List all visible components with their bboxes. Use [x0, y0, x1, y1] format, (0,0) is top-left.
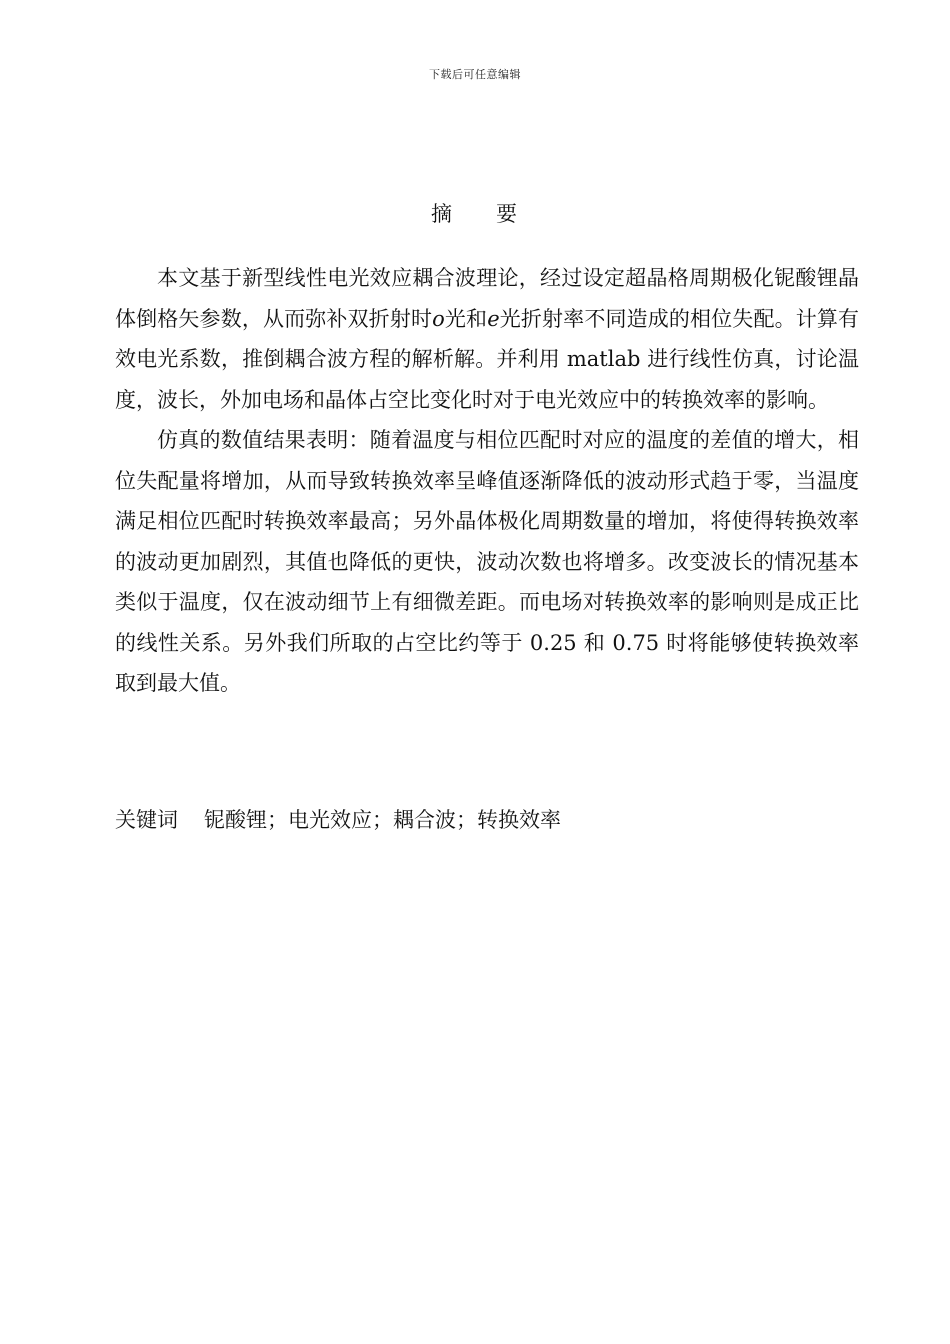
- keywords-label: 关键词: [115, 808, 178, 832]
- abstract-paragraph-1: [115, 258, 859, 420]
- page-title: [0, 198, 950, 228]
- abstract-p1-part-b: 光和: [444, 306, 488, 331]
- abstract-body: [115, 258, 859, 704]
- o-light-symbol: o: [432, 306, 445, 331]
- abstract-p1-part-a: 本文基于新型线性电光效应耦合波理论，经过设定超晶格周期极化铌酸锂晶体倒格矢参数，从而弥补双折射时: [115, 266, 859, 331]
- keywords-text: 铌酸锂；电光效应；耦合波；转换效率: [204, 808, 561, 832]
- header-note: 下载后可任意编辑: [429, 68, 521, 81]
- abstract-paragraph-2: 仿真的数值结果表明：随着温度与相位匹配时对应的温度的差值的增大，相位失配量将增加，从而导致转换效率呈峰值逐渐降低的波动形式趋于零，当温度满足相位匹配时转换效率最高；另外晶体极化周期数量的增加，将使得转换效率的波动更加剧烈，其值也降低的更快，波动次数也将增多。改变波长的情况基本类似于温度，仅在波动细节上有细微差距。而电场对转换效率的影响则是成正比的线性关系。另外我们所取的占空比约等于 0.25 和 0.75 时将能够使转换效率取到最大值。: [115, 428, 859, 695]
- title-char-2: 要: [496, 202, 519, 226]
- abstract-p1-part-c: 光折射率不同造成的相位失配。计算有效电光系数，推倒耦合波方程的解析解。并利用 matlab 进行线性仿真，讨论温度，波长，外加电场和晶体占空比变化时对于电光效应中的转换效率的影响。: [115, 306, 860, 412]
- title-char-1: 摘: [431, 202, 454, 226]
- keywords-line: [115, 800, 859, 840]
- e-light-symbol: e: [487, 306, 500, 331]
